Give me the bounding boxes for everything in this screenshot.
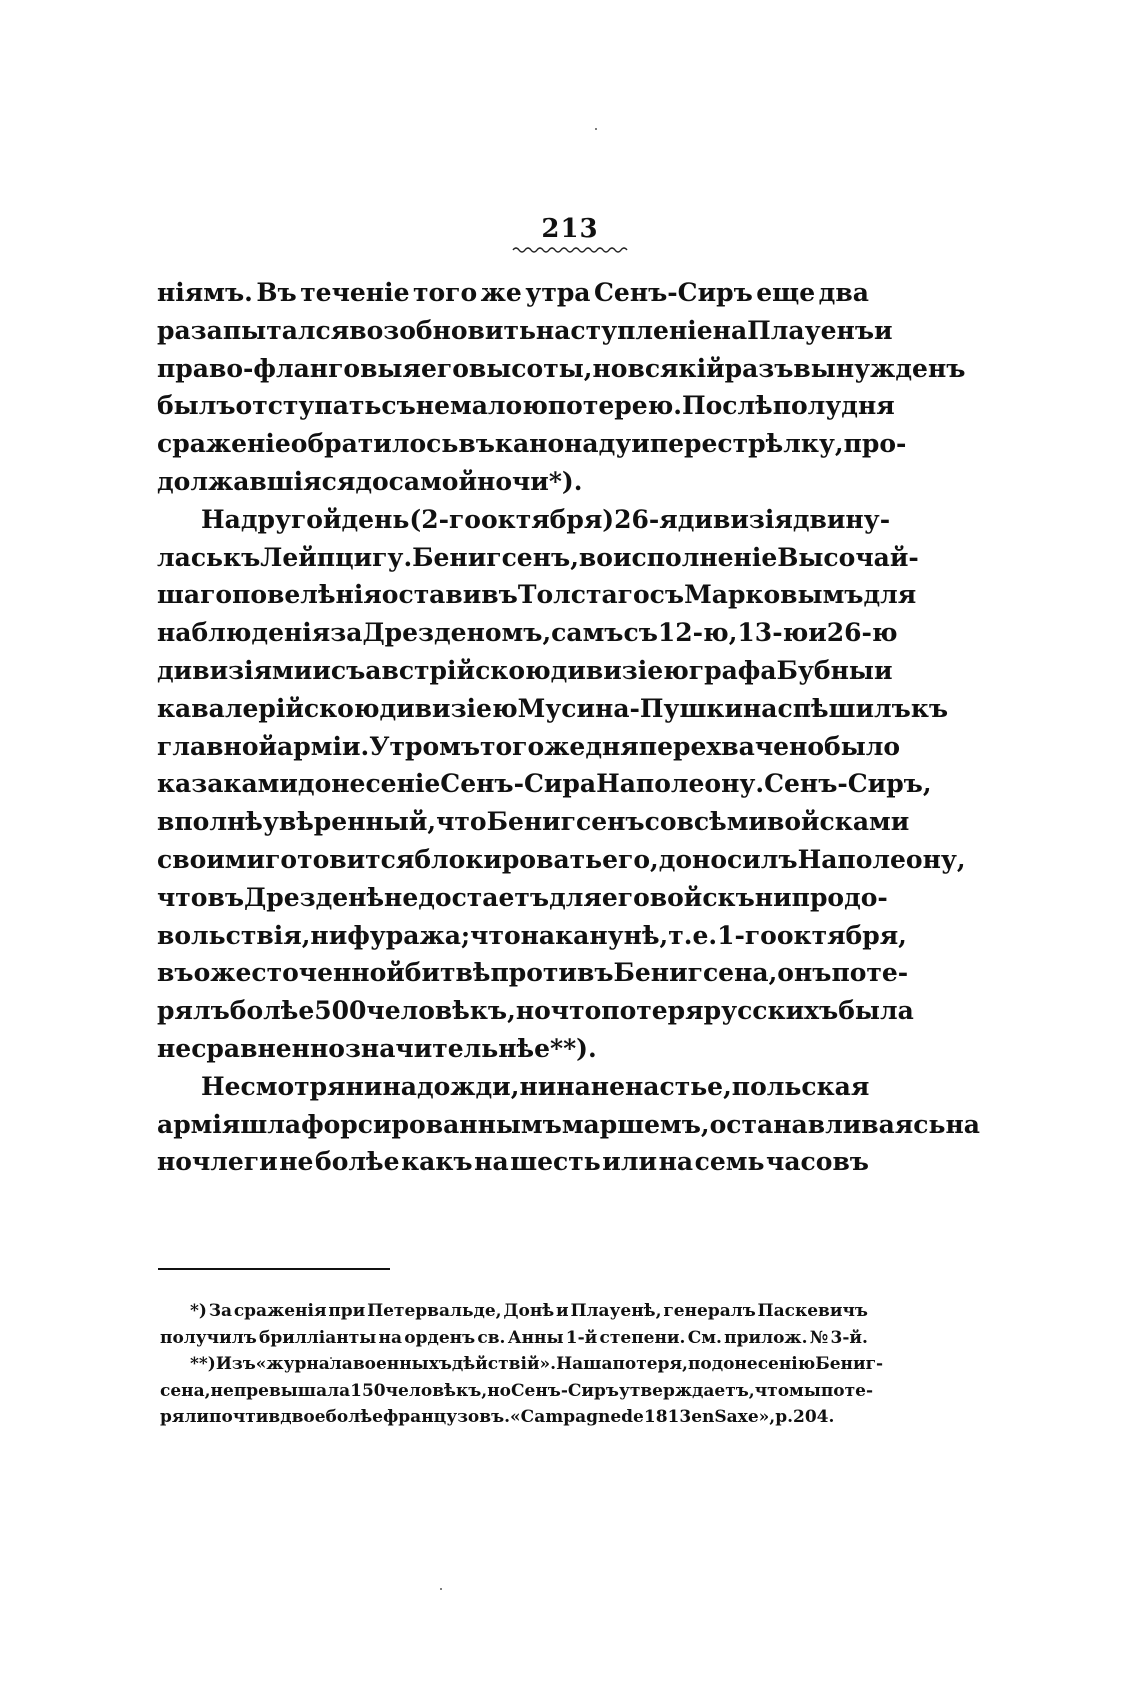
word: т.	[668, 920, 693, 950]
word: ряли	[160, 1407, 210, 1427]
word: шла	[240, 1109, 302, 1139]
word: на	[474, 1147, 509, 1177]
word: потеря	[601, 996, 704, 1026]
word: по	[687, 1354, 712, 1374]
word: перехвачено	[638, 731, 825, 761]
word: семь	[694, 1147, 765, 1177]
word: военныхъ	[352, 1354, 452, 1374]
word: и	[808, 618, 827, 648]
text-line	[157, 576, 917, 614]
word: Наполеону,	[797, 844, 966, 874]
word: Плауенъ	[747, 315, 874, 345]
word: разъ	[724, 353, 794, 383]
word: степени.	[599, 1327, 686, 1348]
word: 12-ю,	[657, 618, 738, 648]
word: маршемъ,	[561, 1109, 710, 1139]
word: не	[279, 1147, 314, 1177]
word: вольствія,	[157, 920, 311, 950]
word: войсками	[766, 807, 910, 837]
word: главной	[157, 731, 278, 761]
word: но	[487, 1380, 511, 1401]
text-line	[157, 425, 907, 463]
word: теченіе	[300, 278, 410, 307]
word: прилож.	[724, 1327, 808, 1348]
word: **).	[550, 1033, 597, 1063]
word: превышала	[233, 1380, 351, 1401]
word: для	[863, 580, 917, 610]
word: en	[691, 1407, 715, 1427]
word: что	[157, 882, 208, 912]
word: Утромъ	[369, 731, 481, 761]
main-text	[157, 274, 980, 1181]
word: Несмотря	[201, 1071, 346, 1101]
word: другой	[240, 504, 342, 534]
word: de	[621, 1407, 644, 1427]
word: что	[436, 807, 487, 837]
word: и	[874, 315, 893, 345]
word: поте-	[831, 958, 909, 988]
word: Наполеону.	[596, 769, 765, 799]
word: съ	[649, 580, 685, 610]
word: оставивъ	[381, 580, 518, 610]
word: кавалерійскою	[157, 693, 380, 723]
word: за	[330, 618, 363, 648]
word: на	[378, 1327, 403, 1348]
word: немалою	[415, 391, 548, 421]
text-line	[157, 1106, 980, 1144]
word: останавливаясь	[709, 1109, 946, 1139]
word: что	[470, 920, 521, 950]
word: генералъ	[663, 1301, 756, 1321]
paper-speck	[595, 128, 597, 130]
word: день	[341, 504, 410, 534]
text-line	[157, 539, 919, 577]
word: ненастье,	[590, 1071, 732, 1101]
word: октября)	[480, 504, 615, 534]
word: Плауенѣ,	[570, 1301, 662, 1321]
word: болѣе	[315, 1147, 400, 1177]
word: донесенію	[711, 1354, 816, 1374]
word: 1-й	[565, 1327, 598, 1348]
text-line	[157, 992, 914, 1030]
word: форсированнымъ	[301, 1109, 562, 1139]
text-line	[157, 463, 869, 501]
word: получилъ	[160, 1327, 257, 1348]
word: наблюденія	[157, 618, 331, 648]
word: Дрезденомъ,	[362, 618, 552, 648]
word: 26-я	[614, 504, 678, 534]
text-line	[157, 841, 966, 879]
word: австрійскою	[365, 655, 551, 685]
word: онъ	[777, 958, 832, 988]
word: Толстаго	[517, 580, 650, 610]
word: и	[312, 655, 331, 685]
word: же	[480, 278, 522, 307]
word: шесть	[510, 1147, 601, 1177]
word: для	[549, 882, 602, 912]
word: еще	[756, 278, 816, 307]
word: наступленіе	[535, 315, 713, 345]
text-line	[157, 728, 901, 766]
word: Мусина-Пушкина	[517, 693, 778, 723]
word: донесеніе	[297, 769, 441, 799]
page-header	[0, 214, 1140, 254]
word: человѣкъ,	[366, 996, 516, 1026]
word: вынужденъ	[793, 353, 966, 383]
word: право-фланговыя	[157, 353, 421, 383]
text-line	[157, 765, 932, 803]
footnote-line	[160, 1325, 868, 1352]
word: дожди,	[416, 1071, 520, 1101]
word: къ	[910, 693, 949, 723]
word: же	[544, 731, 586, 761]
word: Паскевичъ	[757, 1301, 868, 1321]
word: на	[556, 1071, 591, 1101]
text-line	[157, 803, 910, 841]
word: Бенигсенъ,	[412, 542, 579, 572]
word: но	[515, 996, 551, 1026]
word: дивизіями	[157, 655, 313, 685]
word: было	[824, 731, 901, 761]
word: почти	[209, 1407, 269, 1427]
word: Бениг-	[815, 1354, 884, 1374]
word: **)	[190, 1354, 216, 1374]
word: два	[818, 278, 869, 307]
text-line	[157, 274, 869, 312]
word: Донѣ	[503, 1301, 555, 1321]
word: дивизіею	[379, 693, 518, 723]
word: двину-	[792, 504, 891, 534]
word: вполнѣ	[157, 807, 263, 837]
word: недостаетъ	[384, 882, 550, 912]
text-line	[157, 954, 909, 992]
page-number: 213	[541, 214, 599, 244]
word: дѣйствій».	[451, 1354, 557, 1374]
word: доносилъ	[658, 844, 798, 874]
word: продо-	[791, 882, 888, 912]
word: во	[578, 542, 613, 572]
word: французовъ.	[382, 1407, 511, 1427]
word: Изъ	[215, 1354, 256, 1374]
text-line	[157, 387, 895, 425]
word: раза	[157, 315, 223, 345]
word: и	[556, 1301, 569, 1321]
word: къ	[223, 542, 261, 572]
footnote-line	[160, 1404, 868, 1431]
word: сраженіе	[157, 429, 291, 459]
word: дня	[585, 731, 639, 761]
word: казаками	[157, 769, 298, 799]
word: отступать	[235, 391, 382, 421]
word: ни	[754, 882, 792, 912]
text-line	[157, 879, 888, 917]
word: съ	[381, 391, 416, 421]
word: того	[413, 278, 478, 307]
word: наканунѣ,	[520, 920, 669, 950]
word: войскъ	[649, 882, 755, 912]
word: значительнѣе	[344, 1033, 551, 1063]
word: но	[592, 353, 628, 383]
word: всякій	[627, 353, 725, 383]
word: повелѣнія	[232, 580, 382, 610]
word: вдвое	[268, 1407, 326, 1427]
text-line	[157, 501, 891, 539]
word: его	[420, 353, 469, 383]
word: готовится	[265, 844, 415, 874]
word: (2-го	[409, 504, 481, 534]
text-line	[157, 1068, 869, 1106]
word: на	[945, 1109, 980, 1139]
footnotes	[160, 1298, 884, 1431]
word: св.	[477, 1327, 506, 1348]
word: Анны	[507, 1327, 564, 1348]
word: Высочай-	[777, 542, 919, 572]
word: полудня	[772, 391, 895, 421]
word: сена,	[160, 1380, 211, 1401]
word: лась	[157, 542, 224, 572]
word: въ	[207, 882, 245, 912]
word: съ	[330, 655, 366, 685]
word: въ	[157, 958, 194, 988]
word: человѣкъ,	[385, 1380, 488, 1401]
word: 1813	[643, 1407, 692, 1427]
word: русскихъ	[703, 996, 839, 1026]
text-line	[157, 312, 893, 350]
word: болѣе	[325, 1407, 383, 1427]
word: ніямъ.	[157, 278, 253, 307]
word: ожесточенной	[193, 958, 405, 988]
word: армія	[157, 1109, 241, 1139]
word: на	[658, 1147, 694, 1177]
word: болѣе	[229, 996, 315, 1026]
word: или	[602, 1147, 657, 1177]
word: Saxe»,	[714, 1407, 776, 1427]
word: увѣренный,	[262, 807, 437, 837]
word: блокировать	[414, 844, 603, 874]
word: Лейпцигу.	[260, 542, 413, 572]
word: съ	[623, 618, 658, 648]
text-line	[157, 1143, 869, 1181]
word: брилліанты	[258, 1327, 377, 1348]
word: 26-ю	[826, 618, 898, 648]
word: Бенигсена,	[613, 958, 778, 988]
word: противъ	[490, 958, 614, 988]
footnote-line	[160, 1378, 874, 1405]
wavy-rule-ornament	[511, 244, 629, 254]
word: 204.	[793, 1407, 835, 1427]
word: обратилось	[290, 429, 459, 459]
word: Бубны	[776, 655, 874, 685]
word: графа	[688, 655, 777, 685]
word: должавшіяся	[157, 466, 356, 496]
word: ни	[519, 1071, 557, 1101]
word: *).	[548, 466, 583, 496]
word: ночи	[477, 466, 549, 496]
word: Послѣ	[681, 391, 773, 421]
word: со	[644, 807, 677, 837]
word: исполненіе	[612, 542, 778, 572]
word: Петервальде,	[367, 1301, 502, 1321]
word: «журнала	[255, 1354, 353, 1374]
word: 3-й.	[830, 1327, 868, 1348]
word: самой	[388, 466, 478, 496]
word: не	[210, 1380, 234, 1401]
word: его	[601, 882, 650, 912]
word: ночлеги	[157, 1147, 278, 1177]
word: Дрезденѣ	[244, 882, 385, 912]
word: дивизія	[677, 504, 793, 534]
word: потеря,	[612, 1354, 688, 1374]
word: *)	[190, 1301, 207, 1321]
word: часовъ	[766, 1147, 869, 1177]
word: утверждаетъ,	[618, 1380, 755, 1401]
word: что	[550, 996, 602, 1026]
word: былъ	[157, 391, 236, 421]
word: перестрѣлку,	[649, 429, 844, 459]
word: октября,	[776, 920, 907, 950]
footnote-line	[160, 1298, 868, 1325]
word: 1-го	[717, 920, 777, 950]
word: польская	[731, 1071, 870, 1101]
word: 13-ю	[737, 618, 809, 648]
word: высоты,	[468, 353, 593, 383]
word: Марковымъ	[684, 580, 864, 610]
footnote-line	[160, 1351, 884, 1378]
word: спѣшилъ	[777, 693, 911, 723]
word: фуража;	[347, 920, 471, 950]
word: всѣми	[676, 807, 767, 837]
word: была	[838, 996, 914, 1026]
word: самъ	[551, 618, 624, 648]
text-line	[157, 652, 893, 690]
word: сраженія	[233, 1301, 327, 1321]
word: потерею.	[547, 391, 682, 421]
footnote-separator	[158, 1268, 390, 1270]
word: См.	[687, 1327, 722, 1348]
word: Сенъ-Сиръ	[594, 278, 753, 307]
word: поте-	[820, 1380, 874, 1401]
word: Въ	[256, 278, 297, 307]
word: что	[754, 1380, 790, 1401]
word: Сенъ-Сира	[440, 769, 597, 799]
word: его,	[602, 844, 659, 874]
paper-speck	[440, 1588, 442, 1590]
word: и	[631, 429, 650, 459]
word: какъ	[401, 1147, 473, 1177]
word: №	[809, 1327, 829, 1348]
word: 150	[350, 1380, 386, 1401]
word: ни	[310, 920, 348, 950]
text-line	[157, 1030, 869, 1068]
word: мы	[789, 1380, 821, 1401]
word: p.	[775, 1407, 793, 1427]
word: про-	[843, 429, 907, 459]
word: орденъ	[404, 1327, 476, 1348]
word: «Campagne	[510, 1407, 622, 1427]
word: арміи.	[277, 731, 370, 761]
word: ни	[345, 1071, 383, 1101]
word: шаго	[157, 580, 233, 610]
word: Сенъ-Сиръ,	[764, 769, 932, 799]
word: утра	[525, 278, 591, 307]
word: при	[328, 1301, 366, 1321]
word: Наша	[556, 1354, 613, 1374]
word: За	[208, 1301, 233, 1321]
word: Сенъ-Сиръ	[511, 1380, 619, 1401]
word: своими	[157, 844, 266, 874]
word: возобновить	[349, 315, 536, 345]
word: въ	[458, 429, 495, 459]
word: На	[201, 504, 241, 534]
word: дивизіею	[550, 655, 689, 685]
word: канонаду	[494, 429, 632, 459]
word: Бенигсенъ	[486, 807, 645, 837]
word: того	[480, 731, 545, 761]
word: битвѣ	[404, 958, 491, 988]
text-line	[157, 614, 898, 652]
word: несравненно	[157, 1033, 345, 1063]
word: 500	[314, 996, 367, 1026]
word: и	[873, 655, 893, 685]
text-line	[157, 350, 966, 388]
word: е.	[692, 920, 718, 950]
word: рялъ	[157, 996, 230, 1026]
word: пытался	[222, 315, 350, 345]
text-line	[157, 690, 949, 728]
word: до	[355, 466, 389, 496]
word: на	[382, 1071, 417, 1101]
text-line	[157, 917, 907, 955]
word: на	[712, 315, 748, 345]
